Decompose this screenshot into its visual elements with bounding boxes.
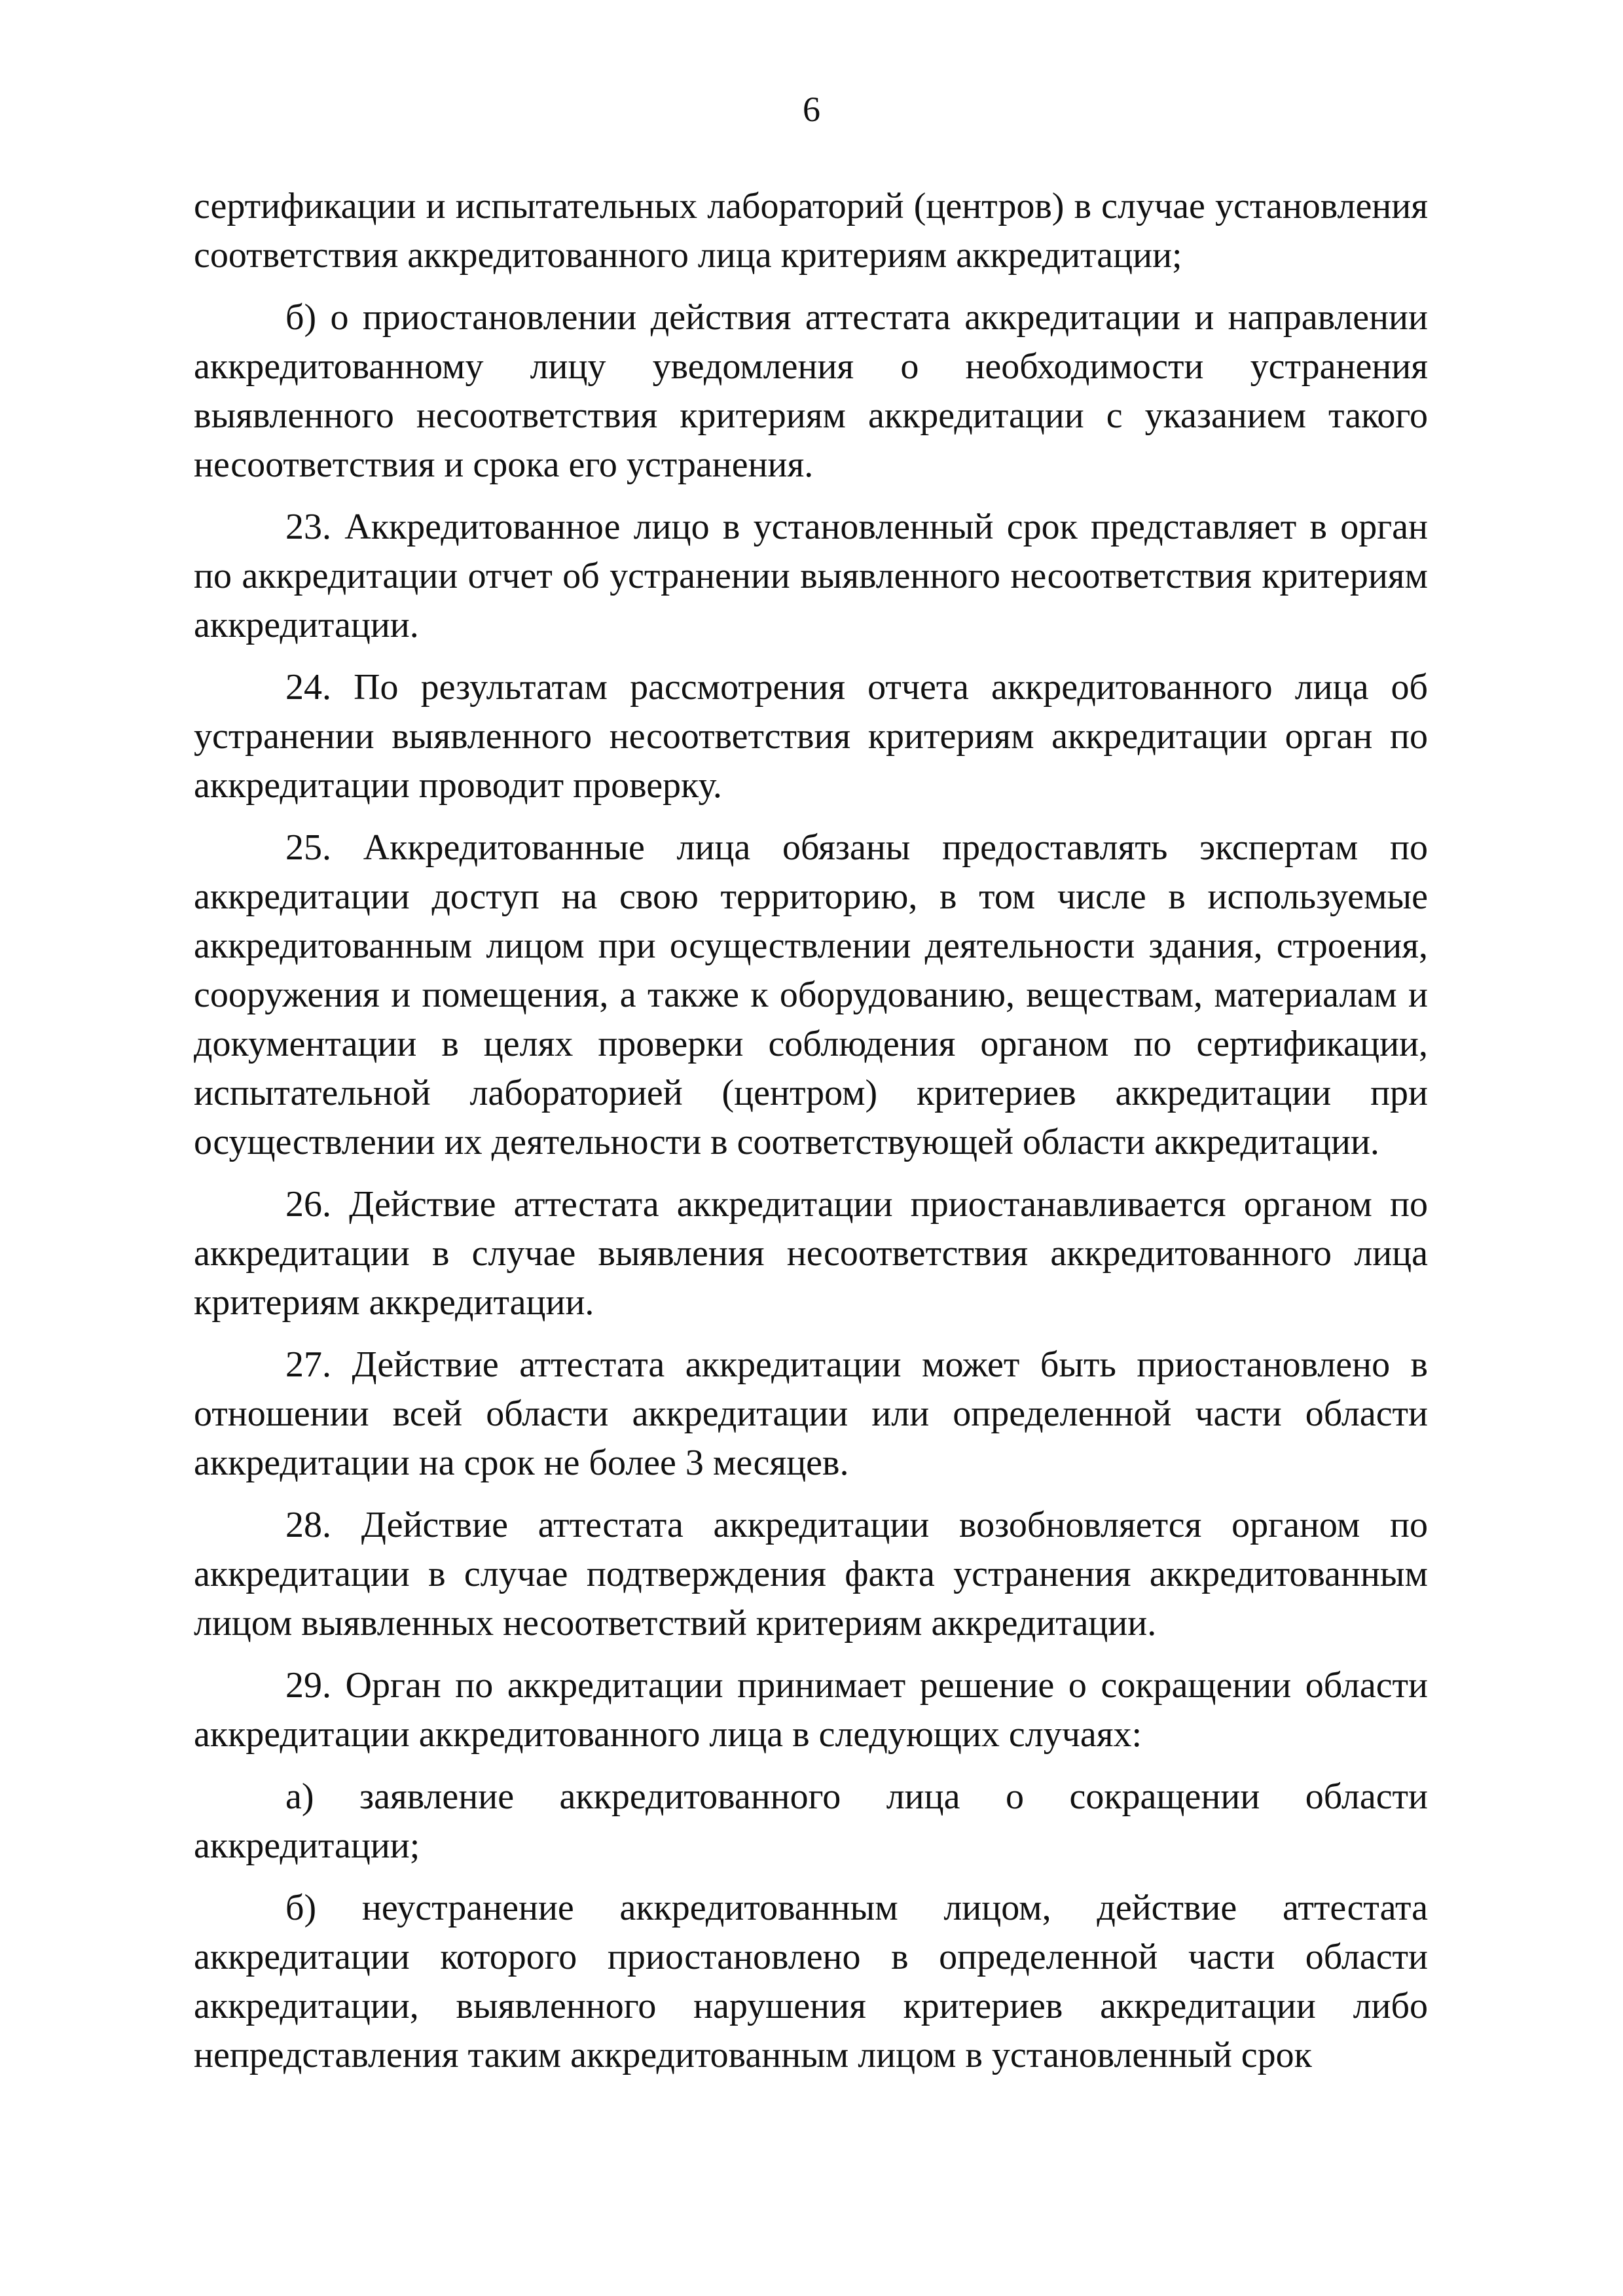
- paragraph-29a: а) заявление аккредитованного лица о сокращении области аккредитации;: [194, 1776, 1428, 1866]
- paragraph-29b: б) неустранение аккредитованным лицом, действие аттестата аккредитации которого приостановлено в определенной части области аккредитации, выявленного нарушения критериев аккредитации либо непредставления таким аккредитованным лицом в установленный срок: [194, 1888, 1428, 2075]
- paragraph-26: 26. Действие аттестата аккредитации приостанавливается органом по аккредитации в случае выявления несоответствия аккредитованного лица критериям аккредитации.: [194, 1184, 1428, 1323]
- paragraph-22b: б) о приостановлении действия аттестата аккредитации и направлении аккредитованному лицу уведомления о необходимости устранения выявленного несоответствия критериям аккредитации с указанием такого несоответствия и срока его устранения.: [194, 297, 1428, 485]
- paragraph-27: 27. Действие аттестата аккредитации может быть приостановлено в отношении всей области аккредитации или определенной части области аккредитации на срок не более 3 месяцев.: [194, 1344, 1428, 1483]
- document-body: [194, 182, 1428, 2093]
- page-number: 6: [803, 90, 820, 129]
- paragraph-24: 24. По результатам рассмотрения отчета аккредитованного лица об устранении выявленного несоответствия критериям аккредитации орган по аккредитации проводит проверку.: [194, 667, 1428, 806]
- paragraph-29: 29. Орган по аккредитации принимает решение о сокращении области аккредитации аккредитованного лица в следующих случаях:: [194, 1665, 1428, 1755]
- paragraph-23: 23. Аккредитованное лицо в установленный срок представляет в орган по аккредитации отчет об устранении выявленного несоответствия критериям аккредитации.: [194, 507, 1428, 645]
- paragraph-28: 28. Действие аттестата аккредитации возобновляется органом по аккредитации в случае подтверждения факта устранения аккредитованным лицом выявленных несоответствий критериям аккредитации.: [194, 1505, 1428, 1643]
- paragraph-25: 25. Аккредитованные лица обязаны предоставлять экспертам по аккредитации доступ на свою территорию, в том числе в используемые аккредитованным лицом при осуществлении деятельности здания, строения, сооружения и помещения, а также к оборудованию, веществам, материалам и документации в целях проверки соблюдения органом по сертификации, испытательной лабораторией (центром) критериев аккредитации при осуществлении их деятельности в соответствующей области аккредитации.: [194, 827, 1428, 1162]
- paragraph-continuation: сертификации и испытательных лабораторий (центров) в случае установления соответствия аккредитованного лица критериям аккредитации;: [194, 186, 1428, 276]
